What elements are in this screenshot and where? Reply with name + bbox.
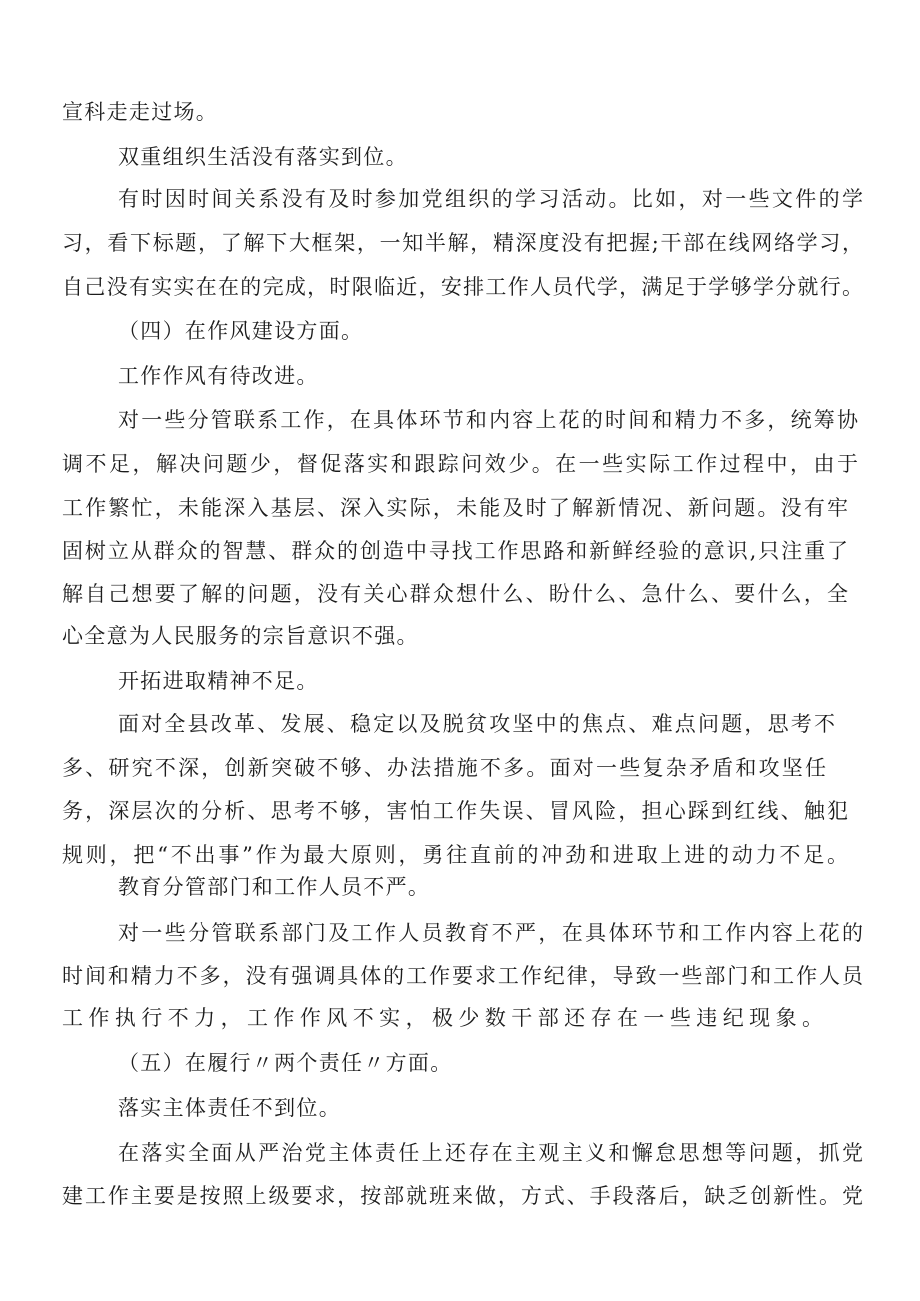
text-line: 面对全县改革、发展、稳定以及脱贫攻坚中的焦点、难点问题，思考不 bbox=[118, 712, 835, 736]
text-line: 工作执行不力，工作作风不实，极少数干部还存在一些违纪现象。 bbox=[62, 1006, 823, 1030]
text-line: 心全意为人民服务的宗旨意识不强。 bbox=[62, 624, 419, 648]
subheading-text: 工作作风有待改进。 bbox=[118, 364, 319, 388]
text-line: 习，看下标题，了解下大框架，一知半解，精深度没有把握;干部在线网络学习， bbox=[62, 231, 863, 255]
text-line: 时间和精力不多，没有强调具体的工作要求工作纪律，导致一些部门和工作人员 bbox=[62, 964, 863, 988]
text-line: 有时因时间关系没有及时参加党组织的学习活动。比如，对一些文件的学 bbox=[118, 187, 863, 211]
subheading-text: 双重组织生活没有落实到位。 bbox=[118, 145, 408, 169]
text-line: 对一些分管联系部门及工作人员教育不严，在具体环节和工作内容上花的 bbox=[118, 921, 863, 945]
section-heading-text: （四）在作风建设方面。 bbox=[118, 319, 364, 343]
subheading-text: 教育分管部门和工作人员不严。 bbox=[118, 875, 431, 899]
text-line: 解自己想要了解的问题，没有关心群众想什么、盼什么、急什么、要什么，全 bbox=[62, 582, 848, 606]
text-line: 固树立从群众的智慧、群众的创造中寻找工作思路和新鲜经验的意识,只注重了 bbox=[62, 539, 848, 563]
section-heading-text: （五）在履行〃两个责任〃方面。 bbox=[118, 1051, 453, 1075]
text-line: 规则，把“不出事”作为最大原则，勇往直前的冲劲和进取上进的动力不足。 bbox=[62, 843, 848, 867]
text-line: 宣科走走过场。 bbox=[62, 100, 219, 124]
text-line: 务，深层次的分析、思考不够，害怕工作失误、冒风险，担心踩到红线、触犯 bbox=[62, 799, 848, 823]
text-line: 对一些分管联系工作，在具体环节和内容上花的时间和精力不多，统筹协 bbox=[118, 408, 858, 432]
text-line: 自己没有实实在在的完成，时限临近，安排工作人员代学，满足于学够学分就行。 bbox=[62, 275, 863, 299]
subheading-text: 落实主体责任不到位。 bbox=[118, 1096, 341, 1120]
text-line: 在落实全面从严治党主体责任上还存在主观主义和懈怠思想等问题，抓党 bbox=[118, 1141, 863, 1165]
text-line: 建工作主要是按照上级要求，按部就班来做，方式、手段落后，缺乏创新性。党 bbox=[62, 1184, 863, 1208]
text-line: 工作繁忙，未能深入基层、深入实际，未能及时了解新情况、新问题。没有牢 bbox=[62, 496, 848, 520]
subheading-text: 开拓进取精神不足。 bbox=[118, 669, 319, 693]
text-line: 调不足，解决问题少，督促落实和跟踪问效少。在一些实际工作过程中，由于 bbox=[62, 452, 858, 476]
text-line: 多、研究不深，创新突破不够、办法措施不多。面对一些复杂矛盾和攻坚任 bbox=[62, 756, 826, 780]
